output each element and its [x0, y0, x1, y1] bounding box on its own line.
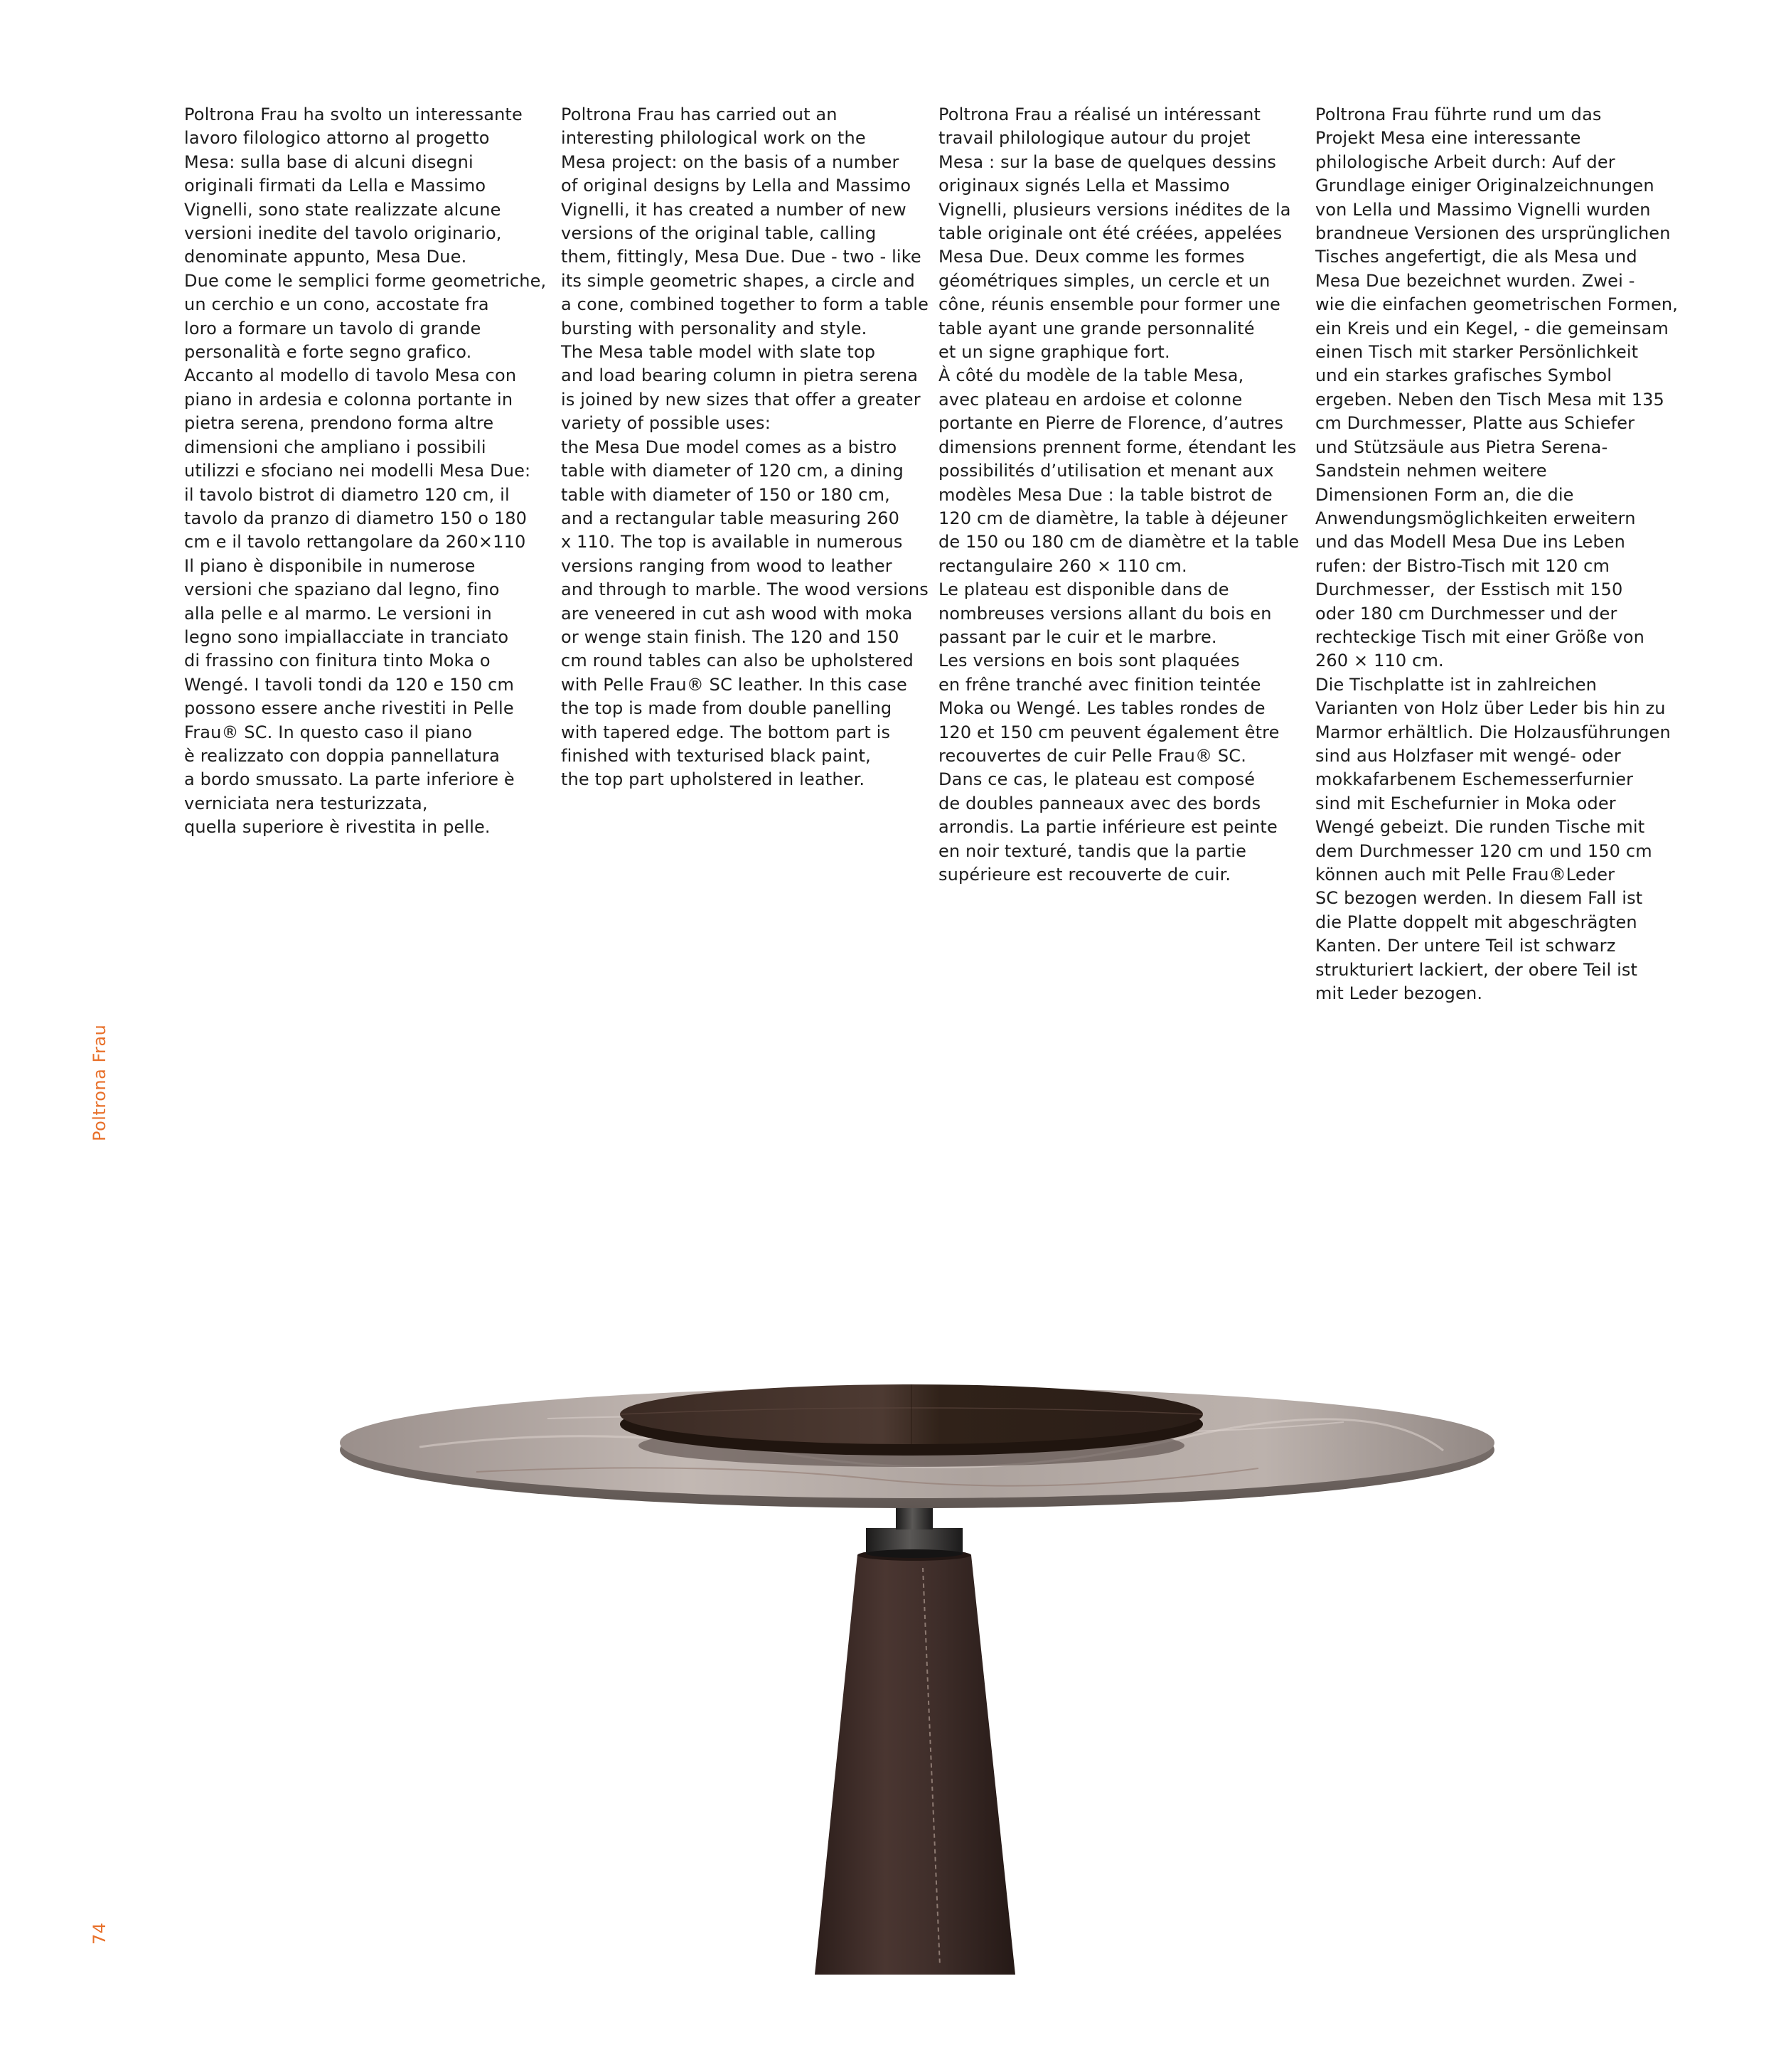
cone-base — [815, 1555, 1015, 1975]
french-text-column: Poltrona Frau a réalisé un intéressant travail philologique autour du projet Mesa : sur la base de quelques dessins originaux signés Lella et Massimo Vignelli, plusieurs versions inédites de la table originale ont été créées, appelées Mesa Due. Deux comme les formes géométriques simples, un cercle et un cône, réunis ensemble pour former une table ayant une grande personnalité et un signe graphique fort. À côté du modèle de la table Mesa, avec plateau en ardoise et colonne portante en Pierre de Florence, d’autres dimensions prennent forme, étendant les possibilités d’utilisation et menant aux modèles Mesa Due : la table bistrot de 120 cm de diamètre, la table à déjeuner de 150 ou 180 cm de diamètre et la table rectangulaire 260 × 110 cm. Le plateau est disponible dans de nombreuses versions allant du bois en passant par le cuir et le marbre. Les versions en bois sont plaquées en frêne tranché avec finition teintée Moka ou Wengé. Les tables rondes de 120 et 150 cm peuvent également être recouvertes de cuir Pelle Frau® SC. Dans ce cas, le plateau est composé de doubles panneaux avec des bords arrondis. La partie inférieure est peinte en noir texturé, tandis que la partie supérieure est recouverte de cuir. — [938, 105, 1300, 885]
side-brand-label: Poltrona Frau — [90, 1024, 109, 1141]
english-text-column: Poltrona Frau has carried out an interesting philological work on the Mesa project: on the basis of a number of original designs by Lella and Massimo Vignelli, it has created a number of new versions of the original table, calling them, fittingly, Mesa Due. Due - two - like its simple geometric shapes, a circle and a cone, combined together to form a table bursting with personality and style. The Mesa table model with slate top and load bearing column in pietra serena is joined by new sizes that offer a greater variety of possible uses: the Mesa Due model comes as a bistro table with diameter of 120 cm, a dining table with diameter of 150 or 180 cm, and a rectangular table measuring 260 x 110. The top is available in numerous versions ranging from wood to leather and through to marble. The wood versions are veneered in cut ash wood with moka or wenge stain finish. The 120 and 150 cm round tables can also be upholstered with Pelle Frau® SC leather. In this case the top is made from double panelling with tapered edge. The bottom part is finished with texturised black paint, the top part upholstered in leather. — [561, 105, 929, 790]
mesa-due-table-image — [334, 1355, 1671, 1980]
italian-text-column: Poltrona Frau ha svolto un interessante lavoro filologico attorno al progetto Mesa: sulla base di alcuni disegni originali firmati da Lella e Massimo Vignelli, sono state realizzate alcune versioni inedite del tavolo originario, denominate appunto, Mesa Due. Due come le semplici forme geometriche, un cerchio e un cono, accostate fra loro a formare un tavolo di grande personalità e forte segno grafico. Accanto al modello di tavolo Mesa con piano in ardesia e colonna portante in pietra serena, prendono forma altre dimensioni che ampliano i possibili utilizzi e sfociano nei modelli Mesa Due: il tavolo bistrot di diametro 120 cm, il tavolo da pranzo di diametro 150 o 180 cm e il tavolo rettangolare da 260×110 Il piano è disponibile in numerose versioni che spaziano dal legno, fino alla pelle e al marmo. Le versioni in legno sono impiallacciate in tranciato di frassino con finitura tinto Moka o Wengé. I tavoli tondi da 120 e 150 cm possono essere anche rivestiti in Pelle Frau® SC. In questo caso il piano è realizzato con doppia pannellatura a bordo smussato. La parte inferiore è verniciata nera testurizzata, quella superiore è rivestita in pelle. — [184, 105, 547, 838]
german-text-column: Poltrona Frau führte rund um das Projekt Mesa eine interessante philologische Arbeit durch: Auf der Grundlage einiger Originalzeichnungen von Lella und Massimo Vignelli wurden brandneue Versionen des ursprünglichen Tisches angefertigt, die als Mesa und Mesa Due bezeichnet wurden. Zwei - wie die einfachen geometrischen Formen, ein Kreis und ein Kegel, - die gemeinsam einen Tisch mit starker Persönlichkeit und ein starkes grafisches Symbol ergeben. Neben den Tisch Mesa mit 135 cm Durchmesser, Platte aus Schiefer und Stützsäule aus Pietra Serena- Sandstein nehmen weitere Dimensionen Form an, die die Anwendungsmöglichkeiten erweitern und das Modell Mesa Due ins Leben rufen: der Bistro-Tisch mit 120 cm Durchmesser, der Esstisch mit 150 oder 180 cm Durchmesser und der rechteckige Tisch mit einer Größe von 260 × 110 cm. Die Tischplatte ist in zahlreichen Varianten von Holz über Leder bis hin zu Marmor erhältlich. Die Holzausführungen sind aus Holzfaser mit wengé- oder mokkafarbenem Eschemesserfurnier sind mit Eschefurnier in Moka oder Wengé gebeizt. Die runden Tische mit dem Durchmesser 120 cm und 150 cm können auch mit Pelle Frau®Leder SC bezogen werden. In diesem Fall ist die Platte doppelt mit abgeschrägten Kanten. Der untere Teil ist schwarz strukturiert lackiert, der obere Teil ist mit Leder bezogen. — [1315, 105, 1679, 1004]
page-number: 74 — [90, 1922, 109, 1945]
